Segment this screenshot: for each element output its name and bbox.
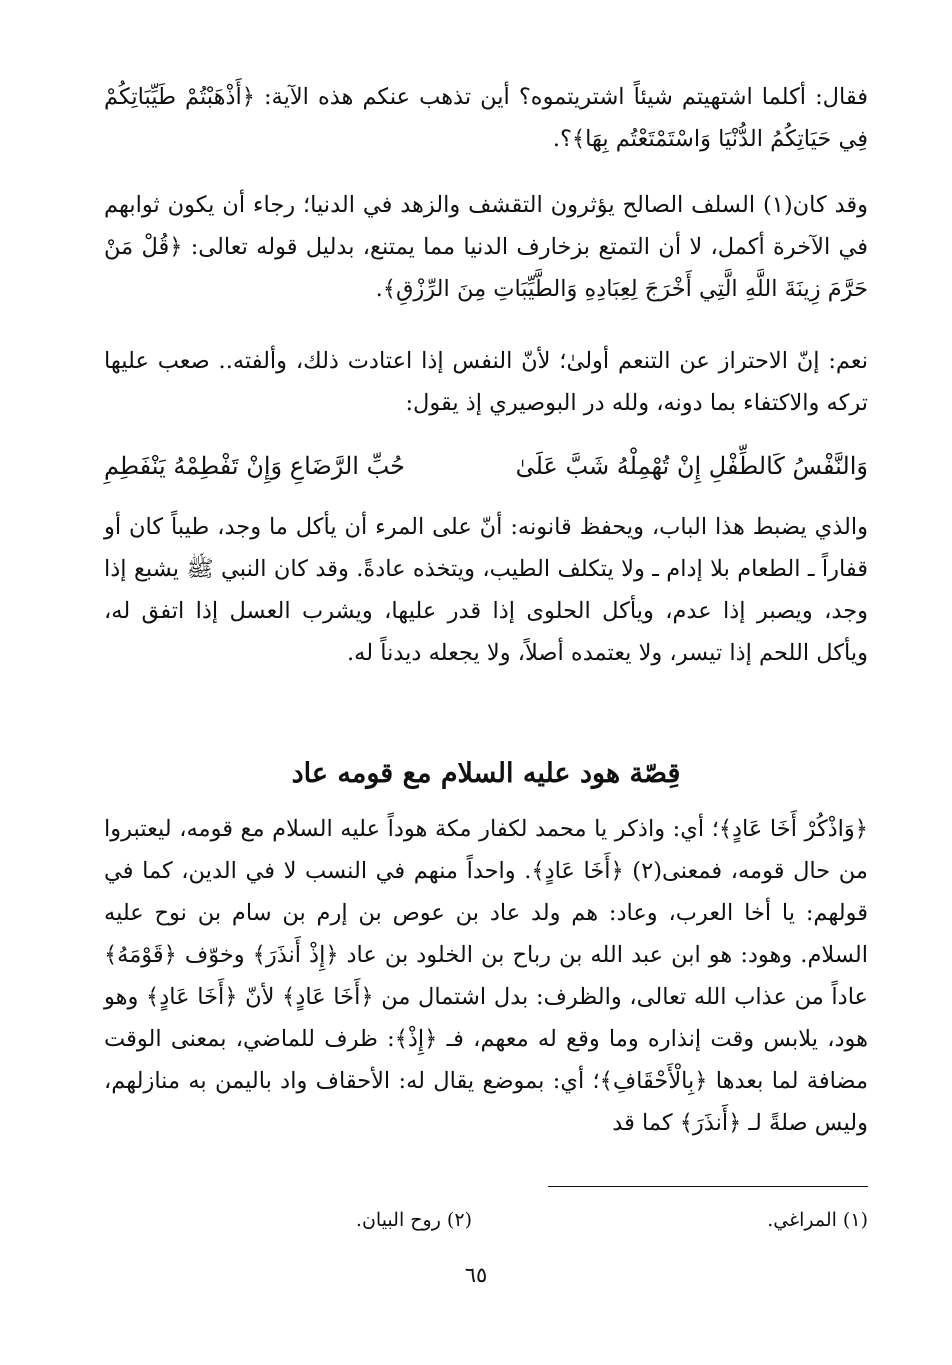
footnote-2: (٢) روح البيان.	[355, 1209, 472, 1231]
verse-first-hemistich: وَالنَّفْسُ كَالطِّفْلِ إِنْ تُهْمِلْهُ شَبَّ عَلَىٰ	[515, 452, 868, 480]
paragraph-block-2	[104, 184, 868, 310]
paragraph: فقال: أكلما اشتهيتم شيئاً اشتريتموه؟ أين تذهب عنكم هذه الآية: ﴿أَذْهَبْتُمْ طَيِّبَاتِكُمْ فِي حَيَاتِكُمُ الدُّنْيَا وَاسْتَمْتَعْتُم بِهَا﴾؟.	[104, 84, 868, 152]
paragraph: وقد كان(١) السلف الصالح يؤثرون التقشف والزهد في الدنيا؛ رجاء أن يكون ثوابهم في الآخرة أكمل، لا أن التمتع بزخارف الدنيا مما يمتنع، بدليل قوله تعالى: ﴿قُلْ مَنْ حَرَّمَ زِينَةَ اللَّهِ الَّتِي أَخْرَجَ لِعِبَادِهِ وَالطَّيِّبَاتِ مِنَ الرِّزْقِ﴾.	[104, 192, 868, 302]
paragraph: نعم: إنّ الاحتراز عن التنعم أولىٰ؛ لأنّ النفس إذا اعتادت ذلك، وألفته.. صعب عليها تركه والاكتفاء بما دونه، ولله در البوصيري إذ يقول:	[104, 348, 868, 416]
poetry-verse	[104, 438, 868, 494]
verse-second-hemistich: حُبِّ الرَّضَاعِ وَإِنْ تَفْطِمْهُ يَنْفَطِمِ	[104, 452, 406, 480]
page-number: ٦٥	[464, 1263, 488, 1287]
section-heading: قِصّة هود عليه السلام مع قومه عاد	[291, 758, 681, 789]
paragraph: ﴿وَاذْكُرْ أَخَا عَادٍ﴾؛ أي: واذكر يا محمد لكفار مكة هوداً عليه السلام مع قومه، ليعتبروا من حال قومه، فمعنى(٢) ﴿أَخَا عَادٍ﴾. واحداً منهم في النسب لا في الدين، كما في قولهم: يا أخا العرب، وعاد: هم ولد عاد بن عوص بن إرم بن سام بن نوح عليه السلام. وهود: هو ابن عبد الله بن رباح بن الخلود بن عاد ﴿إِذْ أَنذَرَ﴾ وخوّف ﴿قَوْمَهُ﴾ عاداً من عذاب الله تعالى، والظرف: بدل اشتمال من ﴿أَخَا عَادٍ﴾ لأنّ ﴿أَخَا عَادٍ﴾ وهو هود، يلابس وقت إنذاره وما وقع له معهم، فـ ﴿إِذْ﴾: ظرف للماضي، بمعنى الوقت مضافة لما بعدها ﴿بِالْأَحْقَافِ﴾؛ أي: بموضع يقال له: الأحقاف واد باليمن به منازلهم، وليس صلةً لـ ﴿أَنذَرَ﴾ كما قد	[104, 816, 869, 1136]
footnote-divider	[548, 1186, 868, 1187]
footnotes	[104, 1203, 868, 1237]
paragraph-block-5	[104, 808, 868, 1144]
footnote-1: (١) المراغي.	[767, 1209, 868, 1231]
paragraph: والذي يضبط هذا الباب، ويحفظ قانونه: أنّ على المرء أن يأكل ما وجد، طيباً كان أو قفاراً ـ الطعام بلا إدام ـ ولا يتكلف الطيب، ويتخذه عادةً. وقد كان النبي ﷺ يشبع إذا وجد، ويصبر إذا عدم، ويأكل الحلوى إذا قدر عليها، ويشرب العسل إذا اتفق له، ويأكل اللحم إذا تيسر، ولا يعتمده أصلاً، ولا يجعله ديدناً له.	[104, 514, 868, 666]
paragraph-block-3	[104, 340, 868, 424]
paragraph-block-1	[104, 76, 868, 160]
paragraph-block-4	[104, 506, 868, 674]
